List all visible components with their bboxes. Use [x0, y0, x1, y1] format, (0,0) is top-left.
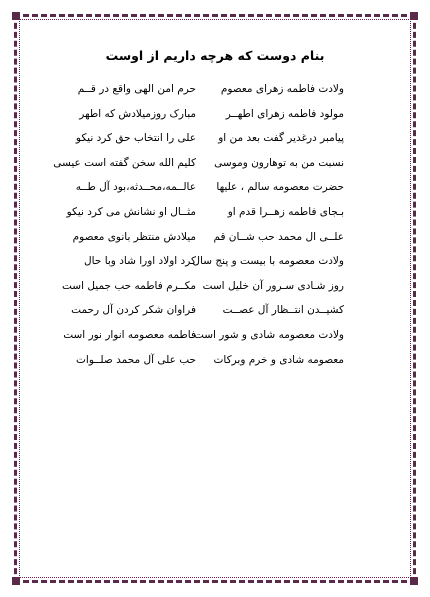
verse-first-hemistich: کشیــدن انتــظار آل عصــت [222, 304, 344, 317]
verse-second-hemistich: مکــرم فاطمه حب جمیل است [61, 279, 196, 292]
verse-first-hemistich: بـجای فاطمه زهــرا قدم او [227, 205, 344, 218]
verse-row [0, 181, 430, 206]
verse-second-hemistich: کرد اولاد اورا شاد وبا حال [84, 255, 196, 268]
verse-second-hemistich: حب علی آل محمد صلــوات [76, 353, 196, 366]
verse-row [0, 206, 430, 231]
verse-first-hemistich: پیامبر درغدیر گفت بعد من او [218, 132, 344, 145]
verse-row [0, 329, 430, 354]
verse-second-hemistich: مثــال او نشانش می کرد نیکو [66, 205, 196, 218]
verse-first-hemistich: روز شـادی سـرور آن خلیل است [202, 279, 344, 292]
verse-first-hemistich: حضرت معصومه سالم ، علیها [216, 181, 344, 194]
verse-row [0, 83, 430, 108]
verse-first-hemistich: ولادت معصومه با بیست و پنج سال [192, 255, 344, 268]
verse-first-hemistich: نسبت من به توهارون وموسی [214, 156, 344, 169]
verse-second-hemistich: کلیم الله سخن گفته است عیسی [53, 156, 196, 169]
verse-first-hemistich: علــی ال محمد حب شــان قم [213, 230, 344, 243]
verse-second-hemistich: فاطمه معصومه انوار نور است [63, 328, 196, 341]
verse-row [0, 304, 430, 329]
verse-row [0, 108, 430, 133]
verse-first-hemistich: معصومه شادی و خرم وبرکات [213, 353, 344, 366]
verse-row [0, 255, 430, 280]
verse-second-hemistich: فراوان شکر کردن آل رحمت [71, 304, 196, 317]
verse-second-hemistich: میلادش منتظر بانوی معصوم [72, 230, 196, 243]
verse-first-hemistich: ولادت معصومه شادی و شور است [193, 328, 344, 341]
verse-row [0, 157, 430, 182]
verse-second-hemistich: علی را انتخاب حق کرد نیکو [75, 132, 196, 145]
verse-row [0, 354, 430, 379]
verse-row [0, 132, 430, 157]
poem-title: بنام دوست که هرچه داریم از اوست [105, 48, 325, 63]
verse-row [0, 280, 430, 305]
poem-body [0, 83, 430, 378]
verse-second-hemistich: مبارک روزمیلادش که اطهر [79, 107, 196, 120]
verse-first-hemistich: مولود فاطمه زهرای اطهــر [225, 107, 344, 120]
border-corner-ornament [410, 12, 418, 20]
verse-second-hemistich: حرم امن الهی واقع در قــم [77, 83, 196, 95]
border-corner-ornament [12, 12, 20, 20]
verse-first-hemistich: ولادت فاطمه زهرای معصوم [220, 83, 344, 95]
verse-row [0, 231, 430, 256]
border-corner-ornament [410, 577, 418, 585]
verse-second-hemistich: عالــمه،محــدثه،بود آل طــه [75, 181, 196, 194]
border-corner-ornament [12, 577, 20, 585]
